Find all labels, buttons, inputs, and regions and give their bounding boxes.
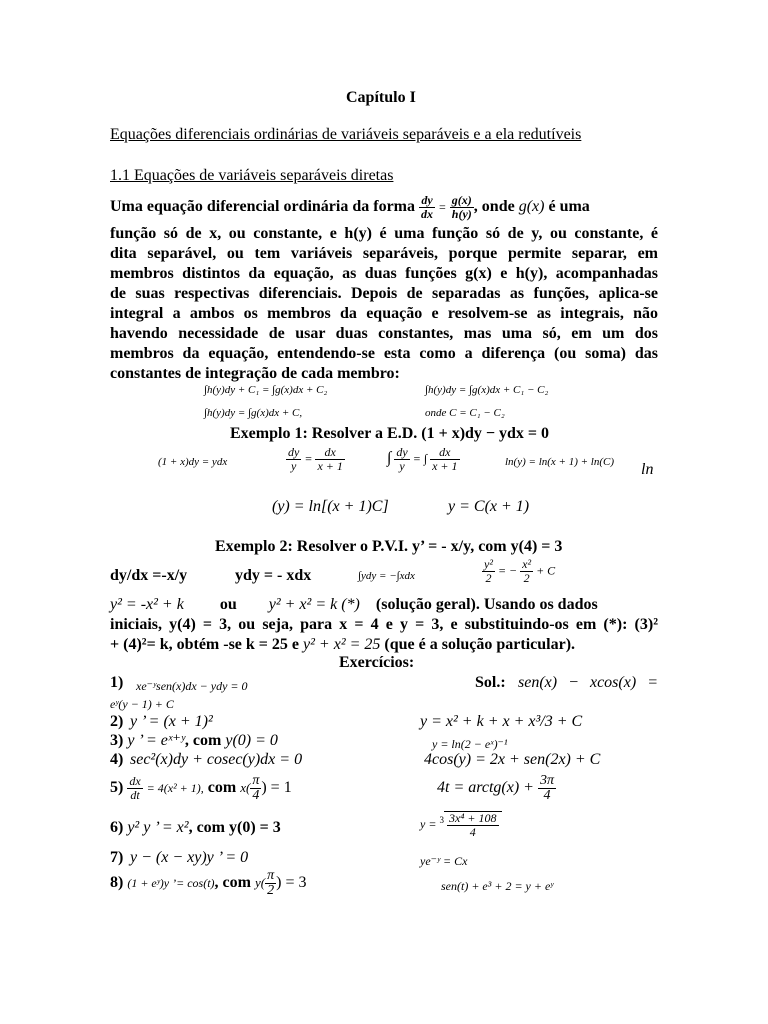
dy-dx-fraction: $\frac{dy}{dx}$ (421, 193, 434, 221)
section-title: 1.1 Equações de variáveis separáveis diretas (110, 167, 394, 184)
exercise-8-solution: sen(t) + e³ + 2 = y + eʸ (441, 879, 554, 893)
intro-line-9: constantes de integração de cada membro: (110, 365, 400, 382)
intro-line-1: Uma equação diferencial ordinária da forma $\frac{dy}{dx}$ = $\frac{g(x)}{h(y)}$ , onde g(x) é uma (110, 193, 590, 221)
exercise-1-solution-cont: eʸ(y − 1) + C (110, 697, 174, 711)
intro-line-6: integral a ambos os membros da equação e resolvem-se as integrais, não (110, 305, 658, 322)
example1-step2: $\frac{dy}{y}$ = $\frac{dx}{x + 1}$ (288, 445, 343, 473)
exercise-2-equation: y ’ = (x + 1)² (130, 713, 213, 730)
example1-heading: Exemplo 1: Resolver a E.D. (1 + x)dy − ydx = 0 (230, 425, 550, 442)
exercise-1-solution: sen(x) − xcos(x) = (518, 674, 658, 691)
exercises-heading: Exercícios: (339, 654, 415, 671)
intro-line-4: membros distintos da equação, as duas funções g(x) e h(y), acompanhadas (110, 265, 658, 282)
exercise-1-number: 1) (110, 674, 124, 691)
exercise-2-number: 2) (110, 713, 124, 730)
exercise-4-number: 4) (110, 751, 124, 768)
example2-line-2: iniciais, y(4) = 3, ou seja, para x = 4 e y = 3, e substituindo-os em (*): (3)² (110, 616, 658, 633)
example1-step1: (1 + x)dy = ydx (158, 456, 228, 468)
exercise-5-solution: 4t = arctg(x) + $\frac{3\pi}{4}$ (437, 773, 554, 803)
exercise-2-solution: y = x² + k + x + x³/3 + C (420, 713, 583, 730)
intro-line-8: membros da equação, entendendo-se esta como a diferença (ou soma) das (110, 345, 658, 362)
exercise-1-solution-label: Sol.: (475, 674, 506, 691)
chapter-title: Capítulo I (346, 89, 416, 106)
example1-result-1: (y) = ln[(x + 1)C] (272, 498, 389, 515)
gx-hy-fraction: $\frac{g(x)}{h(y)}$ (451, 193, 472, 221)
example2-step4: $\frac{\text{y²}}{2}$ = − $\frac{\text{x²}}{2}$ + C (484, 557, 556, 585)
intro-line-5: de suas respectivas diferenciais. Depois de separadas as funções, aplica-se (110, 285, 658, 302)
integral-formula-1a: ∫h(y)dy + C₁ = ∫g(x)dx + C₂ (204, 384, 328, 396)
example2-step1: dy/dx =-x/y (110, 567, 188, 584)
example2-step3: ∫ydy = −∫xdx (358, 570, 415, 582)
exercise-7-solution: ye⁻ʸ = Cx (420, 854, 468, 868)
exercise-6: 6) y² y ’ = x², com y(0) = 3 (110, 819, 281, 836)
exercise-6-solution: y = $^3$ $\frac{\text{3x⁴ + 108}}{4}$ (420, 810, 502, 839)
exercise-3: 3) y ’ = eˣ⁺ʸ, com y(0) = 0 (110, 732, 278, 749)
integral-formula-2a: ∫h(y)dy = ∫g(x)dx + C, (204, 407, 303, 419)
example2-line-3: + (4)²= k, obtém -se k = 25 e y² + x² = 25 (que é a solução particular). (110, 636, 576, 653)
integral-formula-1b: ∫h(y)dy = ∫g(x)dx + C₁ − C₂ (425, 384, 549, 396)
example2-heading: Exemplo 2: Resolver o P.V.I. y’ = - x/y, com y(4) = 3 (215, 538, 563, 555)
exercise-1-equation: xe⁻ʸsen(x)dx − ydy = 0 (136, 679, 248, 693)
example1-step3: ∫ $\frac{dy}{y}$ = ∫ $\frac{dx}{x + 1}$ (387, 445, 458, 473)
example2-step2: ydy = - xdx (235, 567, 312, 584)
example1-step4: ln(y) = ln(x + 1) + ln(C) (505, 456, 615, 468)
exercise-7-equation: y − (x − xy)y ’ = 0 (130, 849, 249, 866)
example1-result-2: y = C(x + 1) (448, 498, 530, 515)
intro-line-2: função só de x, ou constante, e h(y) é uma função só de y, ou constante, é (110, 225, 658, 242)
example1-step4-tail: ln (641, 461, 654, 478)
intro-line-7: havendo necessidade de usar duas constantes, mas uma só, em um dos (110, 325, 658, 342)
exercise-3-solution: y = ln(2 − eˣ)⁻¹ (432, 737, 508, 751)
integral-formula-2b: onde C = C₁ − C₂ (425, 407, 505, 419)
exercise-4-equation: sec²(x)dy + cosec(y)dx = 0 (130, 751, 303, 768)
exercise-4-solution: 4cos(y) = 2x + sen(2x) + C (424, 751, 601, 768)
example2-line-1: y² = -x² + k ou y² + x² = k (*) (solução geral). Usando os dados (110, 596, 598, 613)
exercise-8: 8) (1 + eʸ)y ’= cos(t), com y( $\frac{\pi}{2}$ ) = 3 (110, 867, 307, 898)
exercise-5: 5) $\frac{dx}{dt}$ = 4(x² + 1), com x( $\frac{\pi}{4}$ ) = 1 (110, 772, 292, 803)
chapter-subtitle: Equações diferenciais ordinárias de variáveis separáveis e a ela redutíveis (110, 126, 582, 143)
intro-line-3: dita separável, ou tem variáveis separáveis, porque permite separar, em (110, 245, 658, 262)
exercise-7-number: 7) (110, 849, 124, 866)
